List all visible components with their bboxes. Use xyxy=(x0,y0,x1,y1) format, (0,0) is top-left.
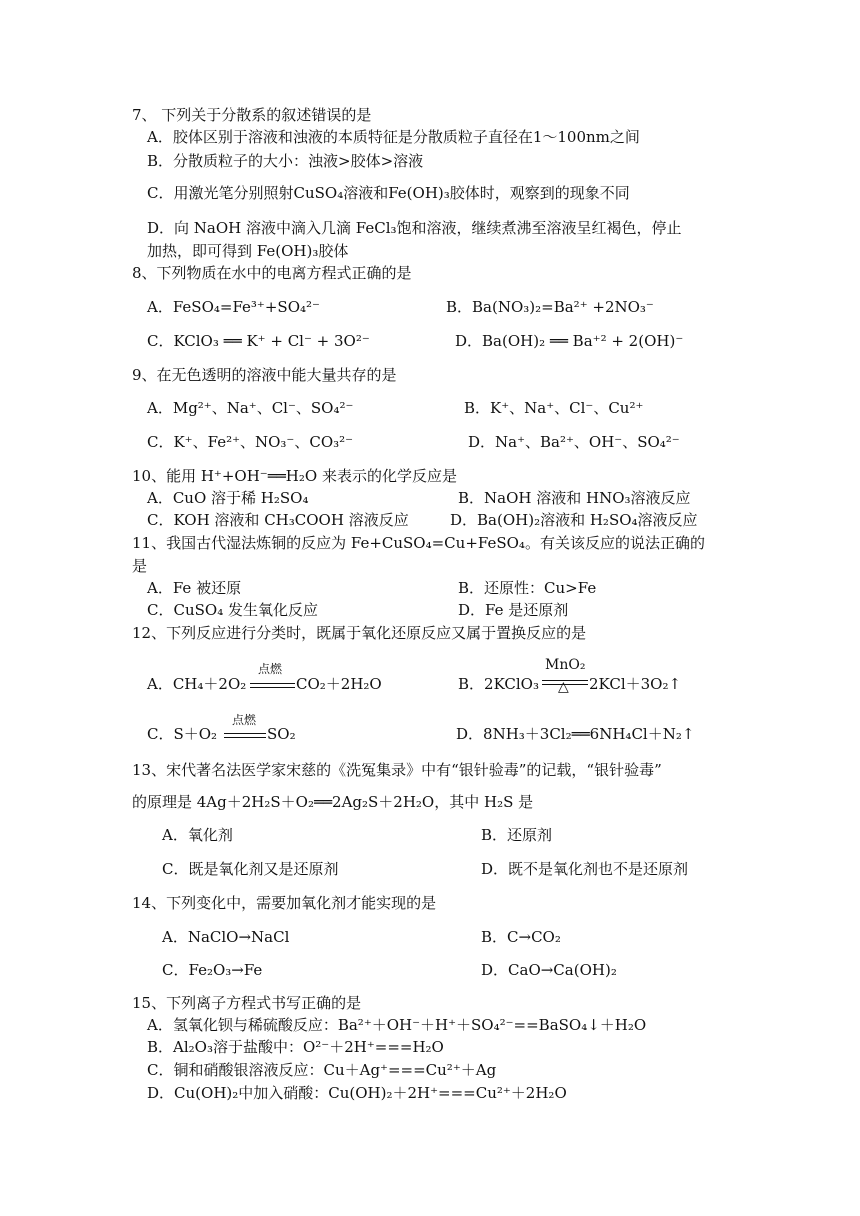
question-12-option-a-products: CO₂＋2H₂O xyxy=(296,675,382,693)
question-7-option-a: A．胶体区别于溶液和浊液的本质特征是分散质粒子直径在1～100nm之间 xyxy=(147,128,640,146)
question-12-option-a-equals-top xyxy=(250,683,295,684)
question-11-stem-line1: 11、我国古代湿法炼铜的反应为 Fe+CuSO₄=Cu+FeSO₄。有关该反应的说法正确的 xyxy=(132,534,705,552)
question-12-option-a-equals-bottom xyxy=(250,687,295,688)
question-13-option-a: A．氧化剂 xyxy=(162,826,233,844)
question-15-option-d: D．Cu(OH)₂中加入硝酸：Cu(OH)₂＋2H⁺===Cu²⁺＋2H₂O xyxy=(147,1084,567,1102)
question-14-stem: 14、下列变化中，需要加氧化剂才能实现的是 xyxy=(132,894,437,912)
question-7-option-d-line2: 加热，即可得到 Fe(OH)₃胶体 xyxy=(147,242,349,260)
question-12-option-a-condition: 点燃 xyxy=(258,662,283,676)
question-7-stem: 7、 下列关于分散系的叙述错误的是 xyxy=(132,106,372,124)
question-13-stem-line1: 13、宋代著名法医学家宋慈的《洗冤集录》中有“银针验毒”的记载，“银针验毒” xyxy=(132,761,662,779)
question-12-option-d: D．8NH₃＋3Cl₂══6NH₄Cl＋N₂↑ xyxy=(456,725,695,743)
question-10-option-a: A．CuO 溶于稀 H₂SO₄ xyxy=(147,489,309,507)
question-12-option-c-reactants: C．S＋O₂ xyxy=(147,725,218,743)
question-10-stem: 10、能用 H⁺+OH⁻══H₂O 来表示的化学反应是 xyxy=(132,467,457,485)
question-15-option-c: C．铜和硝酸银溶液反应：Cu＋Ag⁺===Cu²⁺＋Ag xyxy=(147,1061,497,1079)
question-10-option-b: B．NaOH 溶液和 HNO₃溶液反应 xyxy=(458,489,691,507)
question-13-option-d: D．既不是氧化剂也不是还原剂 xyxy=(481,860,689,878)
question-7-option-c: C．用激光笔分别照射CuSO₄溶液和Fe(OH)₃胶体时，观察到的现象不同 xyxy=(147,184,630,202)
question-7-option-d-line1: D．向 NaOH 溶液中滴入几滴 FeCl₃饱和溶液，继续煮沸至溶液呈红褐色，停止 xyxy=(147,219,682,237)
question-11-option-c: C．CuSO₄ 发生氧化反应 xyxy=(147,601,318,619)
question-15-stem: 15、下列离子方程式书写正确的是 xyxy=(132,994,362,1012)
question-13-option-c: C．既是氧化剂又是还原剂 xyxy=(162,860,339,878)
question-14-option-a: A．NaClO→NaCl xyxy=(162,928,290,946)
question-9-option-c: C．K⁺、Fe²⁺、NO₃⁻、CO₃²⁻ xyxy=(147,433,354,451)
question-11-option-a: A．Fe 被还原 xyxy=(147,579,242,597)
question-10-option-c: C．KOH 溶液和 CH₃COOH 溶液反应 xyxy=(147,511,409,529)
question-12-option-b-catalyst: MnO₂ xyxy=(545,657,586,673)
question-9-option-b: B．K⁺、Na⁺、Cl⁻、Cu²⁺ xyxy=(464,399,644,417)
question-12-option-b-reactants: B．2KClO₃ xyxy=(458,675,539,693)
question-15-option-b: B．Al₂O₃溶于盐酸中：O²⁻＋2H⁺===H₂O xyxy=(147,1038,444,1056)
question-8-stem: 8、下列物质在水中的电离方程式正确的是 xyxy=(132,264,412,282)
question-11-stem-line2: 是 xyxy=(132,557,148,575)
question-9-stem: 9、在无色透明的溶液中能大量共存的是 xyxy=(132,366,397,384)
question-11-option-b: B．还原性：Cu>Fe xyxy=(458,579,597,597)
question-12-stem: 12、下列反应进行分类时，既属于氧化还原反应又属于置换反应的是 xyxy=(132,624,587,642)
question-12-option-c-products: SO₂ xyxy=(267,725,296,743)
question-12-option-a-reactants: A．CH₄＋2O₂ xyxy=(147,675,247,693)
question-14-option-d: D．CaO→Ca(OH)₂ xyxy=(481,961,617,979)
question-12-option-b-products: 2KCl＋3O₂↑ xyxy=(589,675,682,693)
question-8-option-d: D．Ba(OH)₂ ══ Ba⁺² + 2(OH)⁻ xyxy=(455,332,684,350)
question-8-option-b: B．Ba(NO₃)₂=Ba²⁺ +2NO₃⁻ xyxy=(446,298,654,316)
question-8-option-c: C．KClO₃ ══ K⁺ + Cl⁻ + 3O²⁻ xyxy=(147,332,370,350)
question-9-option-a: A．Mg²⁺、Na⁺、Cl⁻、SO₄²⁻ xyxy=(147,399,354,417)
question-12-option-c-equals-bottom xyxy=(224,737,266,738)
question-15-option-a: A．氢氧化钡与稀硫酸反应：Ba²⁺＋OH⁻＋H⁺＋SO₄²⁻==BaSO₄↓＋H₂O xyxy=(147,1016,647,1034)
question-10-option-d: D．Ba(OH)₂溶液和 H₂SO₄溶液反应 xyxy=(450,511,698,529)
question-8-option-a: A．FeSO₄=Fe³⁺+SO₄²⁻ xyxy=(147,298,320,316)
question-7-option-b: B．分散质粒子的大小：浊液>胶体>溶液 xyxy=(147,152,424,170)
question-11-option-d: D．Fe 是还原剂 xyxy=(458,601,569,619)
question-14-option-c: C．Fe₂O₃→Fe xyxy=(162,961,263,979)
question-13-option-b: B．还原剂 xyxy=(481,826,553,844)
question-12-option-b-heat: △ xyxy=(558,679,569,695)
question-13-stem-line2: 的原理是 4Ag＋2H₂S＋O₂══2Ag₂S＋2H₂O，其中 H₂S 是 xyxy=(132,793,534,811)
question-12-option-c-condition: 点燃 xyxy=(232,713,257,727)
question-14-option-b: B．C→CO₂ xyxy=(481,928,561,946)
question-9-option-d: D．Na⁺、Ba²⁺、OH⁻、SO₄²⁻ xyxy=(468,433,680,451)
question-12-option-c-equals-top xyxy=(224,733,266,734)
